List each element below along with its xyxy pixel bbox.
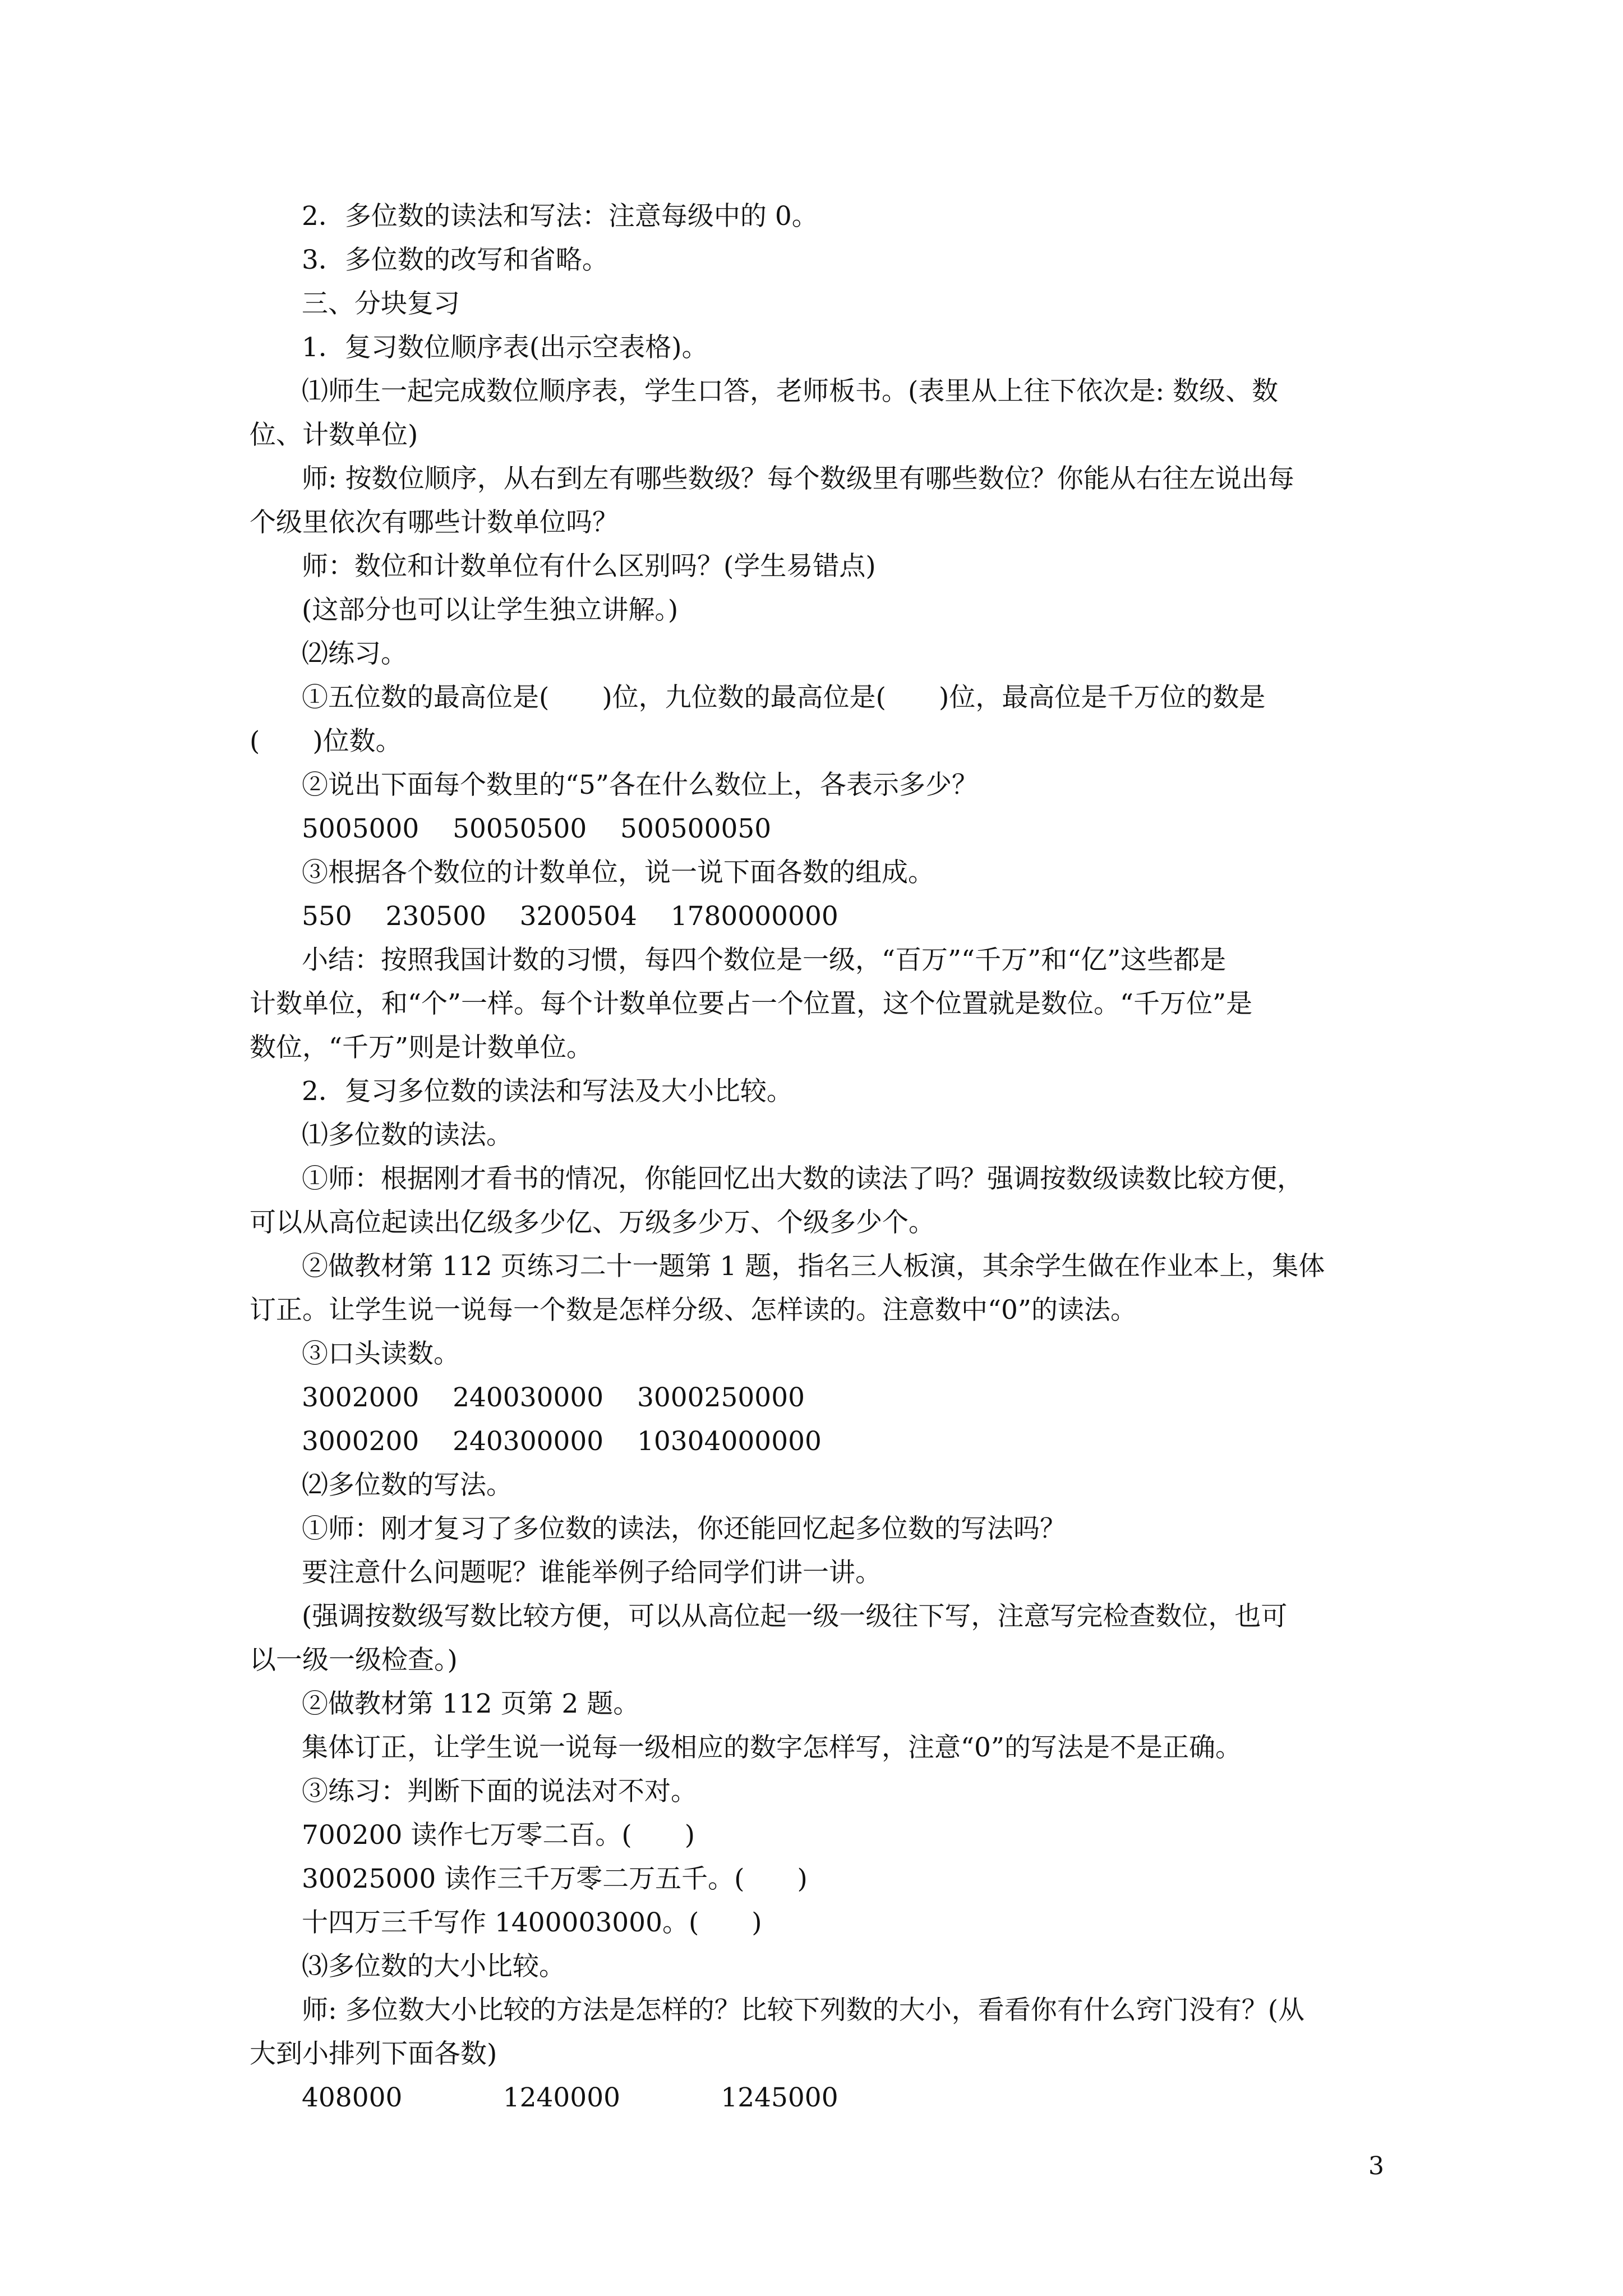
text-line: 3．多位数的改写和省略。 xyxy=(302,245,608,275)
text-line: ( )位数。 xyxy=(250,726,402,757)
text-line: 师: 按数位顺序，从右到左有哪些数级？每个数级里有哪些数位？你能从右往左说出每 xyxy=(302,463,1294,494)
text-line: 408000 1240000 1245000 xyxy=(302,2082,838,2113)
page-number: 3 xyxy=(1368,2152,1384,2180)
text-line: 30025000 读作三千万零二万五千。( ) xyxy=(302,1864,808,1894)
text-line: 2．多位数的读法和写法：注意每级中的 0。 xyxy=(302,201,818,232)
text-line: ⑵多位数的写法。 xyxy=(302,1470,513,1501)
text-line: 三、分块复习 xyxy=(302,288,460,319)
text-line: ⑵练习。 xyxy=(302,638,407,669)
text-line: 师: 多位数大小比较的方法是怎样的？比较下列数的大小，看看你有什么窍门没有？(从 xyxy=(302,1995,1305,2026)
text-line: ③练习：判断下面的说法对不对。 xyxy=(302,1776,697,1807)
text-line: 以一级一级检查。) xyxy=(250,1645,458,1676)
text-line: 1．复习数位顺序表(出示空表格)。 xyxy=(302,332,708,363)
text-line: 3002000 240030000 3000250000 xyxy=(302,1382,805,1413)
text-line: 集体订正，让学生说一说每一级相应的数字怎样写，注意“0”的写法是不是正确。 xyxy=(302,1732,1242,1763)
text-line: ⑴多位数的读法。 xyxy=(302,1120,513,1151)
text-line: 可以从高位起读出亿级多少亿、万级多少万、个级多少个。 xyxy=(250,1207,935,1238)
text-line: 5005000 50050500 500500050 xyxy=(302,813,772,844)
text-line: 3000200 240300000 10304000000 xyxy=(302,1426,822,1457)
text-line: ⑴师生一起完成数位顺序表，学生口答，老师板书。(表里从上往下依次是: 数级、数 xyxy=(302,376,1279,407)
text-line: 计数单位，和“个”一样。每个计数单位要占一个位置，这个位置就是数位。“千万位”是 xyxy=(250,988,1253,1019)
text-line: 个级里依次有哪些计数单位吗？ xyxy=(250,507,619,538)
text-line: ①师：刚才复习了多位数的读法，你还能回忆起多位数的写法吗？ xyxy=(302,1513,1066,1544)
text-line: ③口头读数。 xyxy=(302,1338,460,1369)
text-line: 要注意什么问题呢？谁能举例子给同学们讲一讲。 xyxy=(302,1557,882,1588)
text-line: 订正。让学生说一说每一个数是怎样分级、怎样读的。注意数中“0”的读法。 xyxy=(250,1295,1137,1326)
text-line: ⑶多位数的大小比较。 xyxy=(302,1951,565,1982)
text-line: ①师：根据刚才看书的情况，你能回忆出大数的读法了吗？强调按数级读数比较方便， xyxy=(302,1163,1303,1194)
text-line: ②说出下面每个数里的“5”各在什么数位上，各表示多少？ xyxy=(302,770,978,800)
text-line: 师：数位和计数单位有什么区别吗？(学生易错点) xyxy=(302,551,876,582)
text-line: ①五位数的最高位是( )位，九位数的最高位是( )位，最高位是千万位的数是 xyxy=(302,682,1266,713)
text-line: 数位，“千万”则是计数单位。 xyxy=(250,1032,593,1063)
text-line: 十四万三千写作 1400003000。( ) xyxy=(302,1907,762,1938)
text-line: 700200 读作七万零二百。( ) xyxy=(302,1820,695,1851)
text-line: (这部分也可以让学生独立讲解。) xyxy=(302,595,679,625)
text-line: ②做教材第 112 页练习二十一题第 1 题，指名三人板演，其余学生做在作业本上，集体 xyxy=(302,1251,1325,1282)
text-line: 550 230500 3200504 1780000000 xyxy=(302,901,838,932)
text-line: 小结：按照我国计数的习惯，每四个数位是一级，“百万”“千万”和“亿”这些都是 xyxy=(302,945,1227,976)
text-line: (强调按数级写数比较方便，可以从高位起一级一级往下写，注意写完检查数位，也可 xyxy=(302,1601,1288,1632)
document-body xyxy=(250,195,1393,2120)
text-line: ②做教材第 112 页第 2 题。 xyxy=(302,1688,640,1719)
text-line: 2．复习多位数的读法和写法及大小比较。 xyxy=(302,1076,793,1107)
text-line: 位、计数单位) xyxy=(250,420,418,450)
text-line: 大到小排列下面各数) xyxy=(250,2039,497,2069)
text-line: ③根据各个数位的计数单位，说一说下面各数的组成。 xyxy=(302,857,934,888)
